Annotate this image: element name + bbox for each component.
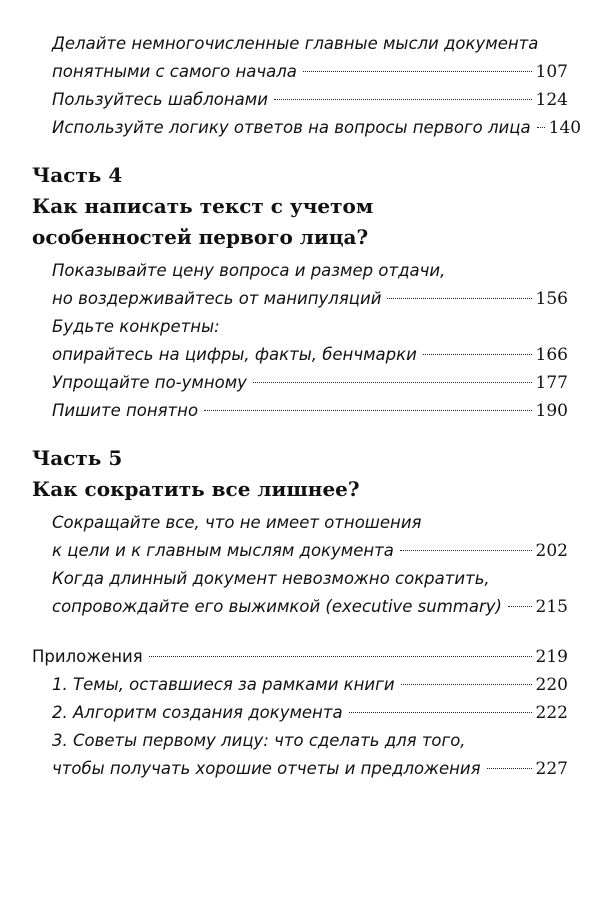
toc-entry[interactable] [32, 671, 568, 699]
part-title: особенностей первого лица? [32, 225, 369, 249]
toc-entry[interactable] [32, 699, 568, 727]
toc-entry-text: понятными с самого начала [52, 62, 297, 81]
page-number: 156 [535, 289, 568, 309]
toc-entry-text: но воздерживайтесь от манипуляций [52, 289, 382, 308]
page-number: 219 [535, 647, 568, 667]
toc-entry[interactable] [32, 257, 568, 313]
toc-entry-text: Делайте немногочисленные главные мысли документа [52, 34, 539, 53]
toc-entry-text: опирайтесь на цифры, факты, бенчмарки [52, 345, 417, 364]
dot-leader [537, 127, 545, 128]
toc-entry-text: Когда длинный документ невозможно сократить, [52, 569, 490, 588]
toc-entry[interactable] [32, 114, 582, 142]
page-number: 140 [548, 118, 582, 138]
page-number: 166 [535, 345, 568, 365]
dot-leader [401, 684, 532, 685]
dot-leader [303, 71, 532, 72]
toc-entry[interactable] [32, 369, 568, 397]
page-number: 190 [535, 401, 568, 421]
toc-entry-text: Показывайте цену вопроса и размер отдачи, [52, 261, 446, 280]
page-number: 202 [535, 541, 568, 561]
toc-entry[interactable] [32, 30, 568, 86]
dot-leader [349, 712, 532, 713]
toc-entry[interactable] [32, 727, 568, 783]
toc-entry-text: Пользуйтесь шаблонами [52, 90, 268, 109]
toc-entry-text: 2. Алгоритм создания документа [52, 703, 343, 722]
appendix-title: Приложения [32, 647, 143, 666]
toc-entry[interactable] [32, 86, 568, 114]
page-number: 177 [535, 373, 568, 393]
dot-leader [253, 382, 532, 383]
page-number: 107 [535, 62, 568, 82]
toc-entry-text: Используйте логику ответов на вопросы первого лица [52, 118, 531, 137]
toc-entry[interactable] [32, 313, 568, 369]
part-4-section [32, 160, 568, 425]
part-label: Часть 5 [32, 446, 123, 470]
page-number: 227 [535, 759, 568, 779]
dot-leader [487, 768, 532, 769]
toc-entry[interactable] [32, 565, 568, 621]
page-number: 220 [535, 675, 568, 695]
page-number: 124 [535, 90, 568, 110]
toc-entry[interactable] [32, 643, 568, 671]
toc-entry-text: Пишите понятно [52, 401, 199, 420]
part-5-section [32, 443, 568, 621]
appendix-section [32, 643, 568, 783]
toc-entry-text: Будьте конкретны: [52, 317, 220, 336]
dot-leader [423, 354, 532, 355]
toc-entry-text: Упрощайте по-умному [52, 373, 247, 392]
toc-entry-text: Сокращайте все, что не имеет отношения [52, 513, 422, 532]
toc-entry-text: 3. Советы первому лицу: что сделать для того, [52, 731, 466, 750]
page-number: 222 [535, 703, 568, 723]
dot-leader [274, 99, 532, 100]
intro-section [32, 30, 582, 142]
dot-leader [400, 550, 532, 551]
part-title: Как написать текст с учетом [32, 194, 374, 218]
dot-leader [204, 410, 531, 411]
dot-leader [387, 298, 531, 299]
toc-entry-text: к цели и к главным мыслям документа [52, 541, 394, 560]
toc-entry[interactable] [32, 509, 568, 565]
toc-entry-text: 1. Темы, оставшиеся за рамками книги [52, 675, 395, 694]
part-title: Как сократить все лишнее? [32, 477, 360, 501]
part-label: Часть 4 [32, 163, 123, 187]
toc-entry-text: сопровождайте его выжимкой (executive summary) [52, 597, 502, 616]
page-number: 215 [535, 597, 568, 617]
dot-leader [149, 656, 532, 657]
dot-leader [508, 606, 532, 607]
toc-entry-text: чтобы получать хорошие отчеты и предложения [52, 759, 481, 778]
toc-entry[interactable] [32, 397, 568, 425]
